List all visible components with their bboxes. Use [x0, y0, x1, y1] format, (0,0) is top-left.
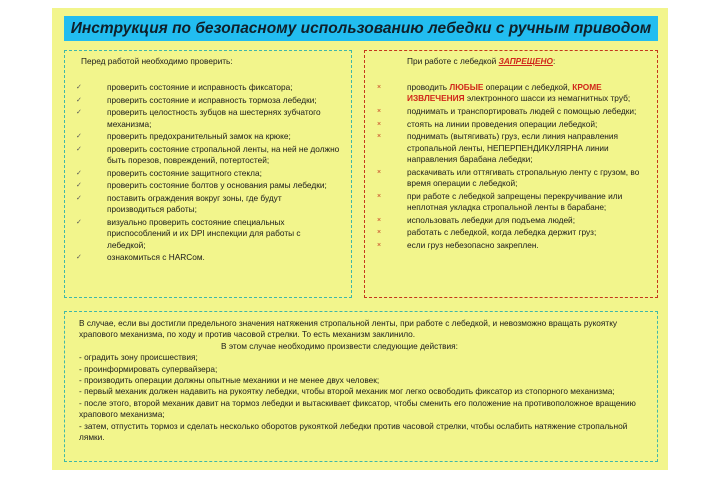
forbidden-intro: При работе с лебедкой ЗАПРЕЩЕНО:	[407, 56, 556, 66]
cross-icon: ×	[377, 168, 382, 176]
procedure-step: - проинформировать супервайзера;	[79, 363, 218, 374]
procedure-heading: В этом случае необходимо произвести следующие действия:	[221, 340, 458, 351]
cross-icon: ×	[377, 216, 382, 224]
procedure-intro: В случае, если вы достигли предельного значения натяжения стропальной ленты, при работе с лебедкой, и невозможно вращать рукоятку храпового механизма, по ходу и против часовой стрелки. То есть механизм заклинило.	[79, 318, 618, 340]
list-item: ✓ проверить состояние стропальной ленты, на ней не должно быть порезов, повреждений, потертостей;	[65, 144, 351, 167]
list-item: × стоять на линии проведения операции лебедкой;	[365, 119, 657, 130]
list-item: × поднимать (вытягивать) груз, если линия направления стропальной ленты, НЕПЕРПЕНДИКУЛЯРНА линии направления барабана лебедки;	[365, 131, 657, 165]
procedure-step: - первый механик должен надавить на рукоятку лебедки, чтобы второй механик мог легко освободить фиксатор из стопорного механизма;	[79, 386, 615, 397]
list-item: × работать с лебедкой, когда лебедка держит груз;	[365, 227, 657, 238]
procedure-step: - оградить зону происшествия;	[79, 352, 198, 363]
check-icon: ✓	[76, 96, 82, 104]
list-item: ✓ ознакомиться с HARCом.	[65, 252, 351, 263]
cross-icon: ×	[377, 108, 382, 115]
cross-icon: ×	[377, 120, 382, 128]
list-item: ✓ поставить ограждения вокруг зоны, где будут производиться работы;	[65, 193, 351, 216]
check-icon: ✓	[76, 133, 82, 141]
list-item: × поднимать и транспортировать людей с помощью лебедки;	[365, 106, 657, 117]
pre-work-checklist-panel	[64, 50, 352, 298]
list-item: ✓ проверить состояние и исправность тормоза лебедки;	[65, 95, 351, 106]
list-item: × использовать лебедки для подъема людей;	[365, 215, 657, 226]
page-title: Инструкция по безопасному использованию лебедки с ручным приводом	[70, 19, 652, 37]
forbidden-label: ЗАПРЕЩЕНО	[498, 56, 553, 66]
list-item: × проводить ЛЮБЫЕ операции с лебедкой, КРОМЕ ИЗВЛЕЧЕНИЯ электронного шасси из немагнитных труб;	[365, 82, 657, 105]
forbidden-list	[365, 82, 657, 251]
procedure-step: - производить операции должны опытные механики и не менее двух человек;	[79, 375, 380, 386]
cross-icon: ×	[377, 192, 382, 200]
list-item: ✓ проверить состояние защитного стекла;	[65, 168, 351, 179]
checklist-intro: Перед работой необходимо проверить:	[81, 56, 233, 66]
procedure-step: - затем, отпустить тормоз и сделать несколько оборотов рукояткой лебедки против часовой стрелки, чтобы ослабить натяжение стропальной лямки.	[79, 420, 628, 443]
cross-icon: ×	[377, 84, 382, 91]
check-icon: ✓	[76, 169, 82, 177]
list-item: × при работе с лебедкой запрещены перекручивание или неплотная укладка стропальной ленты в барабане;	[365, 191, 657, 214]
check-icon: ✓	[76, 182, 82, 190]
list-item: ✓ проверить предохранительный замок на крюке;	[65, 131, 351, 142]
list-item: × раскачивать или оттягивать стропальную ленту с грузом, во время операции с лебедкой;	[365, 167, 657, 190]
list-item: ✓ визуально проверить состояние специальных приспособлений и их DPI инспекции для работы с лебедкой;	[65, 217, 351, 251]
list-item: × если груз небезопасно закреплен.	[365, 240, 657, 251]
checklist	[65, 82, 351, 264]
cross-icon: ×	[377, 133, 382, 141]
cross-icon: ×	[377, 229, 382, 237]
check-icon: ✓	[76, 109, 82, 117]
forbidden-actions-panel	[364, 50, 658, 298]
check-icon: ✓	[76, 218, 82, 226]
procedure-step: - после этого, второй механик давит на тормоз лебедки и вытаскивает фиксатор, чтобы сменить его положение на противоположное вращению храпового механизма;	[79, 397, 636, 420]
check-icon: ✓	[76, 254, 82, 262]
check-icon: ✓	[76, 194, 82, 202]
check-icon: ✓	[76, 84, 82, 91]
list-item: ✓ проверить целостность зубцов на шестернях зубчатого механизма;	[65, 107, 351, 130]
cross-icon: ×	[377, 241, 382, 249]
title-banner	[64, 16, 658, 41]
list-item: ✓ проверить состояние и исправность фиксатора;	[65, 82, 351, 93]
jammed-mechanism-procedure-panel	[64, 311, 658, 462]
list-item: ✓ проверить состояние болтов у основания рамы лебедки;	[65, 180, 351, 191]
check-icon: ✓	[76, 145, 82, 153]
